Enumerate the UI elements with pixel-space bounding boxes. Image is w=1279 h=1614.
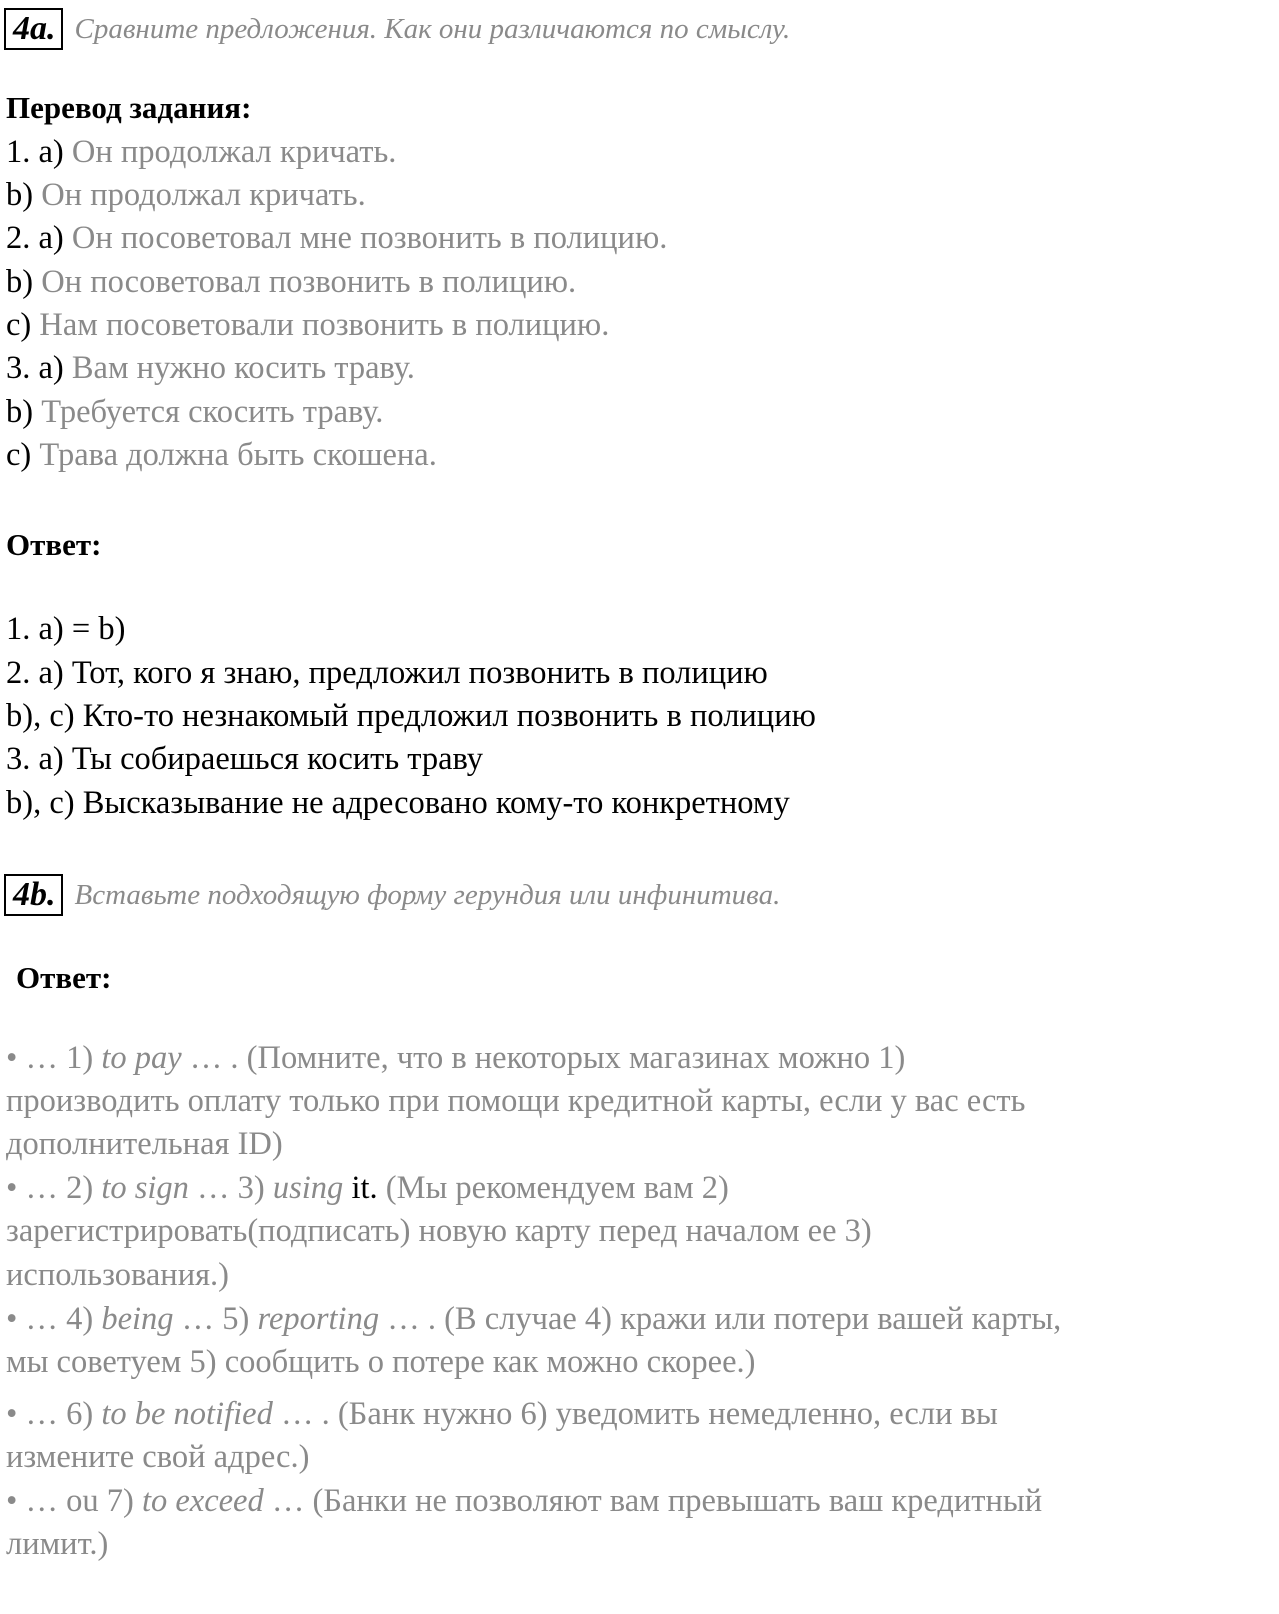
answer-heading-4b: Ответ: xyxy=(16,960,112,995)
gap-item-translation: дополнительная ID) xyxy=(6,1126,283,1162)
gap-item: • … 2) to sign … 3) using it. (Мы рекомендуем вам 2) xyxy=(6,1170,729,1206)
translation-line: c) Трава должна быть скошена. xyxy=(6,437,437,473)
gap-item-translation: лимит.) xyxy=(6,1526,109,1562)
translation-line: 1. a) Он продолжал кричать. xyxy=(6,134,397,170)
task-4a-header xyxy=(4,8,790,50)
gap-item-translation: мы советуем 5) сообщить о потере как можно скорее.) xyxy=(6,1344,756,1380)
gap-item-translation: измените свой адрес.) xyxy=(6,1439,310,1475)
answer-line: 1. a) = b) xyxy=(6,611,126,647)
task-4b-header xyxy=(4,874,780,916)
answer-line: 3. a) Ты собираешься косить траву xyxy=(6,741,484,777)
translation-heading: Перевод задания: xyxy=(6,90,252,125)
task-4b-instruction: Вставьте подходящую форму герундия или инфинитива. xyxy=(74,878,781,911)
gap-item-translation: использования.) xyxy=(6,1257,229,1293)
translation-line: c) Нам посоветовали позвонить в полицию. xyxy=(6,307,610,343)
translation-line: b) Он продолжал кричать. xyxy=(6,177,366,213)
gap-item: • … 6) to be notified … . (Банк нужно 6) уведомить немедленно, если вы xyxy=(6,1396,998,1432)
translation-line: b) Он посоветовал позвонить в полицию. xyxy=(6,264,577,300)
answer-heading-4a: Ответ: xyxy=(6,527,102,562)
translation-line: 2. a) Он посоветовал мне позвонить в полицию. xyxy=(6,220,668,256)
task-4b-number: 4b. xyxy=(4,874,63,916)
translation-line: b) Требуется скосить траву. xyxy=(6,394,384,430)
task-4a-number: 4a. xyxy=(4,8,63,50)
gap-item-translation: производить оплату только при помощи кредитной карты, если у вас есть xyxy=(6,1083,1026,1119)
gap-item-translation: зарегистрировать(подписать) новую карту перед началом ее 3) xyxy=(6,1213,872,1249)
gap-item: • … ou 7) to exceed … (Банки не позволяют вам превышать ваш кредитный xyxy=(6,1483,1043,1519)
answer-line: b), c) Высказывание не адресовано кому-то конкретному xyxy=(6,785,790,821)
task-4a-instruction: Сравните предложения. Как они различаются по смыслу. xyxy=(74,12,791,45)
gap-item: • … 4) being … 5) reporting … . (В случае 4) кражи или потери вашей карты, xyxy=(6,1301,1062,1337)
gap-item: • … 1) to pay … . (Помните, что в некоторых магазинах можно 1) xyxy=(6,1040,906,1076)
answer-line: b), c) Кто-то незнакомый предложил позвонить в полицию xyxy=(6,698,816,734)
translation-line: 3. a) Вам нужно косить траву. xyxy=(6,350,415,386)
answer-line: 2. a) Тот, кого я знаю, предложил позвонить в полицию xyxy=(6,655,768,691)
